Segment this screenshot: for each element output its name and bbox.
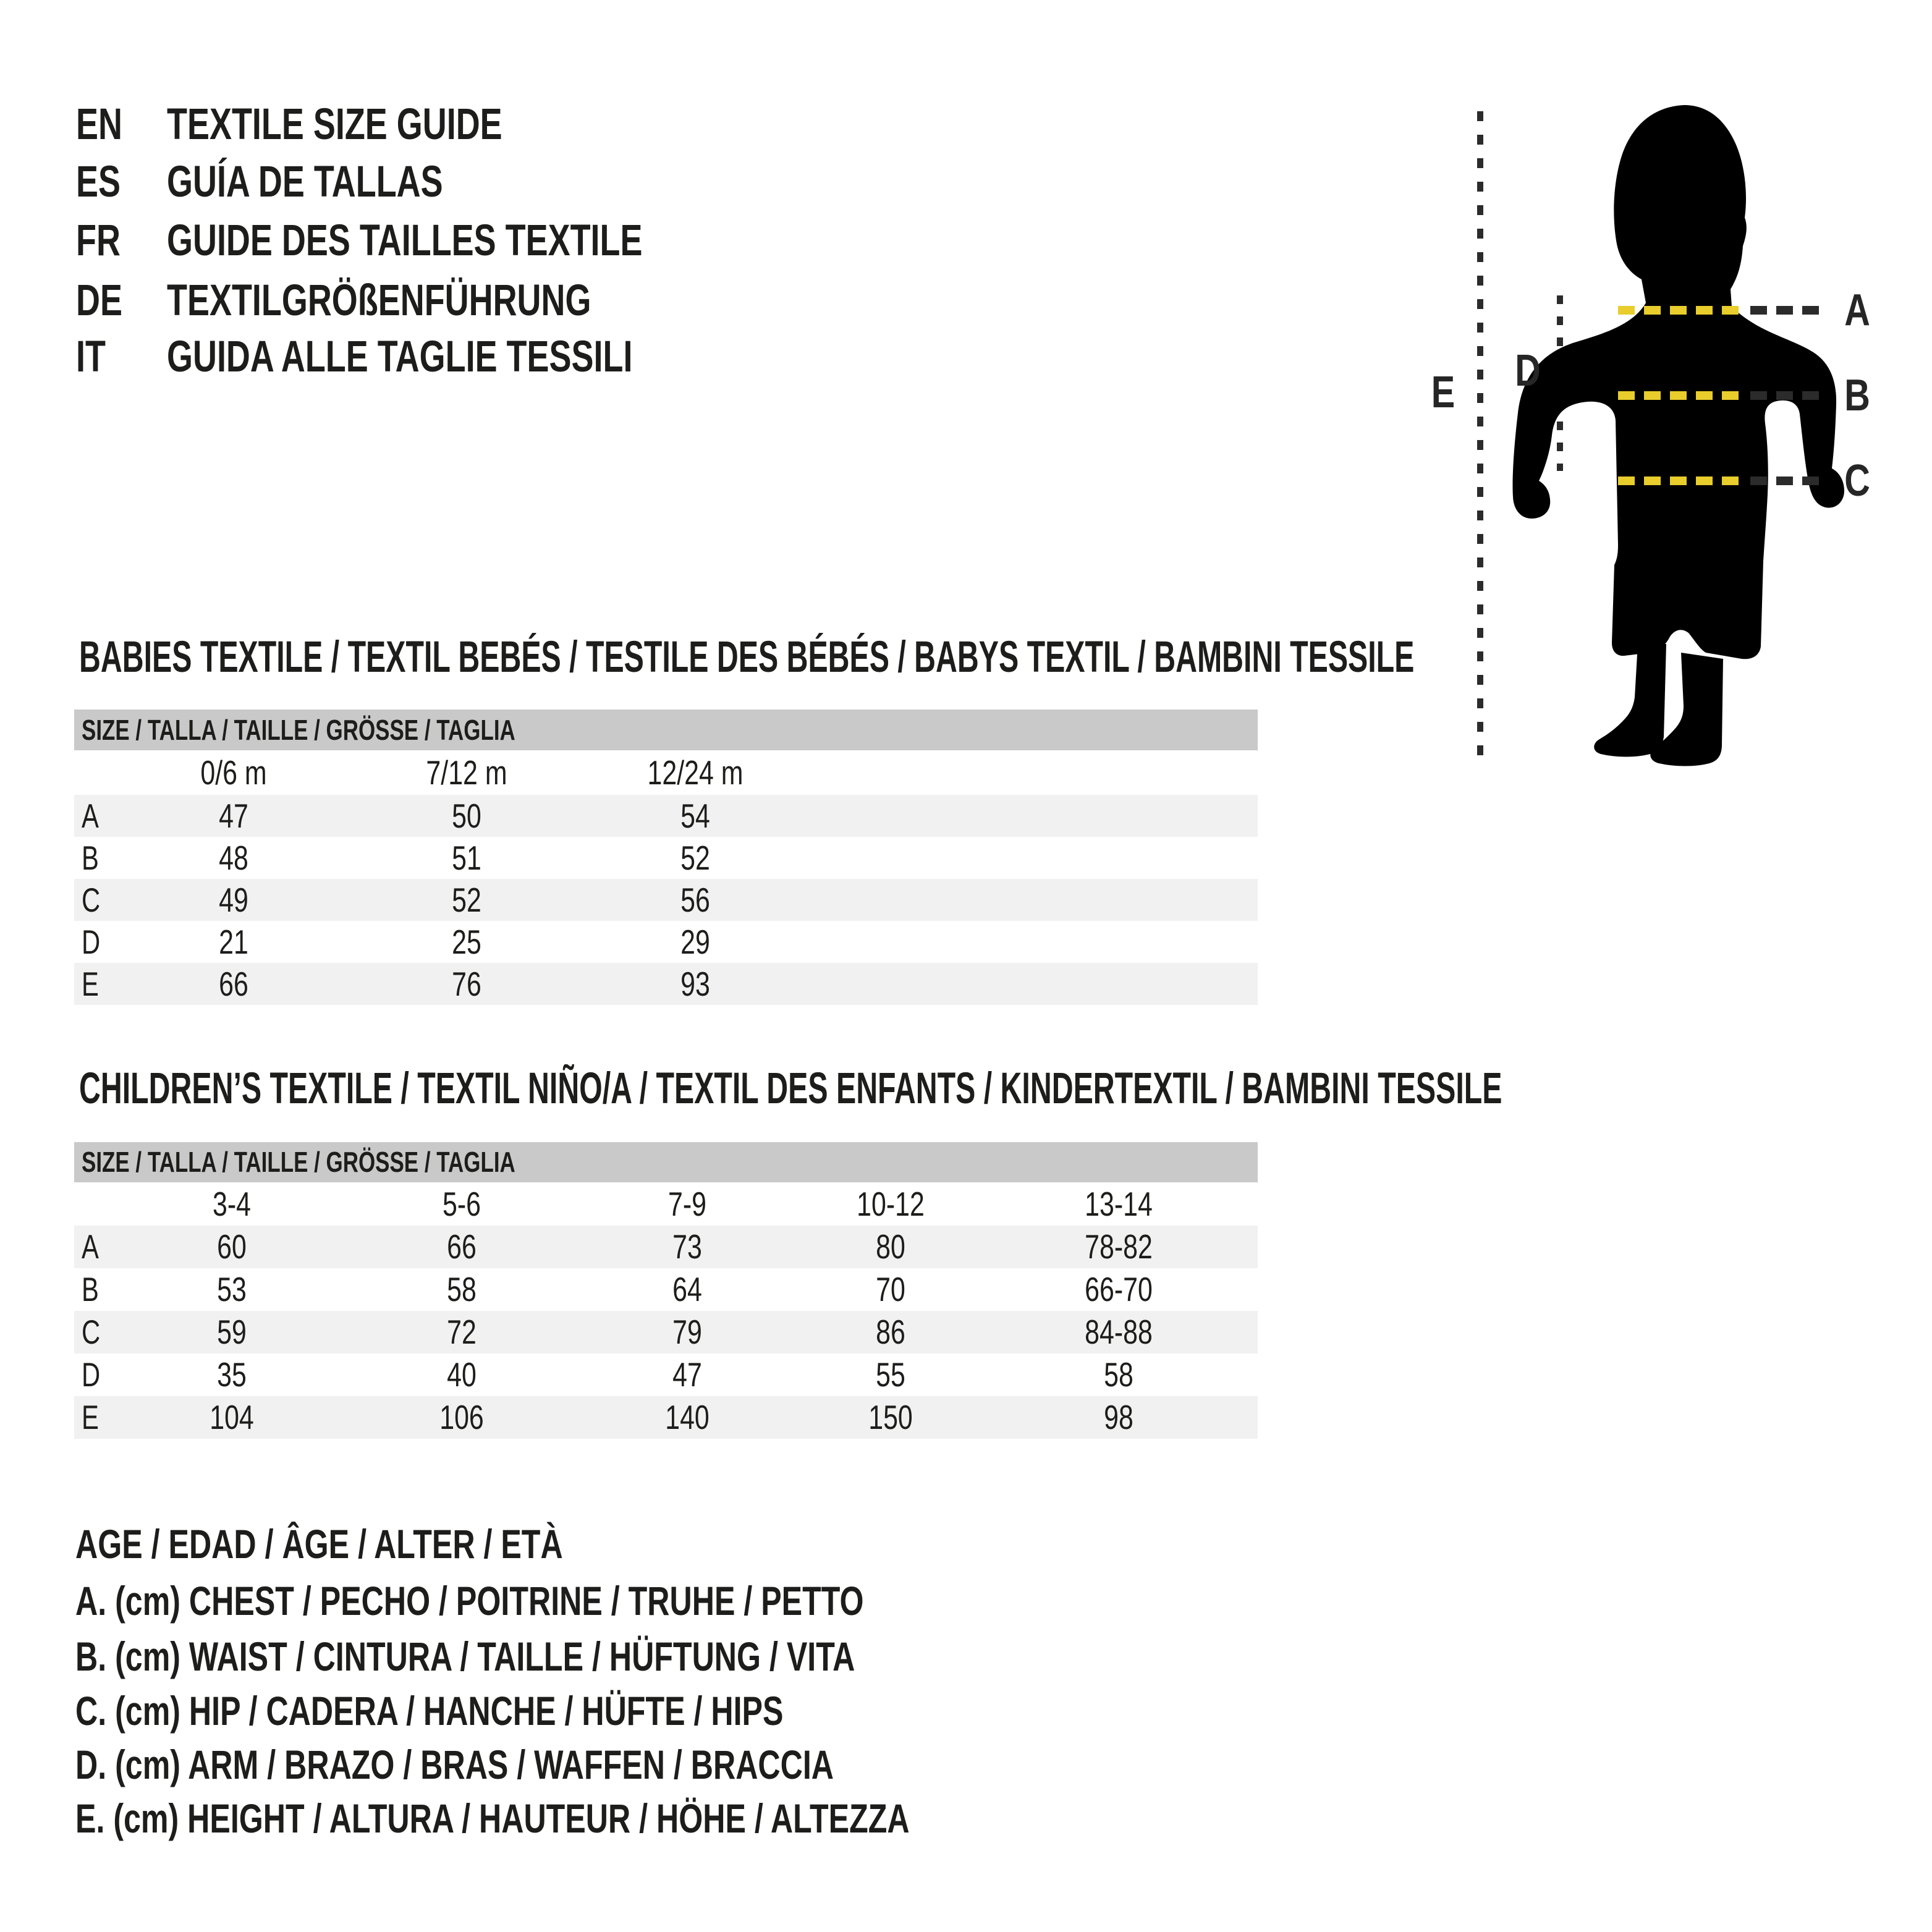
table-row bbox=[74, 837, 1258, 879]
babies-size-table bbox=[74, 710, 1258, 1005]
language-row-es bbox=[0, 160, 1360, 205]
legend-chest: A. (cm) CHEST / PECHO / POITRINE / TRUHE / PETTO bbox=[75, 1578, 864, 1624]
cell-value: 52 bbox=[680, 839, 710, 877]
cell-value: 66 bbox=[219, 965, 248, 1003]
legend-age: AGE / EDAD / ÂGE / ALTER / ETÀ bbox=[75, 1521, 563, 1567]
children-col-header: 5-6 bbox=[442, 1185, 481, 1223]
children-size-header-label: SIZE / TALLA / TAILLE / GRÖSSE / TAGLIA bbox=[82, 1146, 515, 1178]
table-row bbox=[74, 921, 1258, 963]
cell-value: 51 bbox=[452, 839, 481, 877]
cell-value: 93 bbox=[680, 965, 710, 1003]
table-row bbox=[74, 1226, 1258, 1268]
children-size-table bbox=[74, 1142, 1258, 1439]
measure-label-d: D bbox=[1515, 346, 1541, 396]
cell-value: 58 bbox=[447, 1270, 477, 1308]
cell-value: 35 bbox=[217, 1355, 247, 1394]
cell-value: 64 bbox=[672, 1270, 702, 1308]
children-section-heading: CHILDREN’S TEXTILE / TEXTIL NIÑO/A / TEXTIL DES ENFANTS / KINDERTEXTIL / BAMBINI TESSILE bbox=[79, 1064, 1502, 1113]
language-code-es: ES bbox=[76, 158, 121, 206]
row-label: B bbox=[82, 839, 99, 877]
cell-value: 60 bbox=[217, 1227, 247, 1266]
cell-value: 70 bbox=[876, 1270, 905, 1308]
cell-value: 47 bbox=[672, 1355, 702, 1394]
children-col-header: 10-12 bbox=[857, 1185, 925, 1223]
cell-value: 53 bbox=[217, 1270, 247, 1308]
row-label: E bbox=[82, 1398, 99, 1436]
table-row bbox=[74, 1396, 1258, 1439]
table-row bbox=[74, 963, 1258, 1005]
legend-hip: C. (cm) HIP / CADERA / HANCHE / HÜFTE / HIPS bbox=[75, 1688, 784, 1734]
row-label: A bbox=[82, 1227, 99, 1266]
cell-value: 84-88 bbox=[1085, 1313, 1153, 1351]
language-code-it: IT bbox=[76, 333, 106, 381]
cell-value: 29 bbox=[680, 923, 710, 961]
row-label: D bbox=[82, 923, 101, 961]
cell-value: 47 bbox=[219, 797, 248, 835]
children-col-header: 7-9 bbox=[667, 1185, 707, 1223]
cell-value: 50 bbox=[452, 797, 481, 835]
table-row bbox=[74, 795, 1258, 837]
cell-value: 49 bbox=[219, 881, 248, 919]
measure-label-e: E bbox=[1431, 368, 1455, 417]
children-col-header: 3-4 bbox=[212, 1185, 252, 1223]
cell-value: 78-82 bbox=[1085, 1227, 1153, 1266]
cell-value: 56 bbox=[680, 881, 710, 919]
cell-value: 55 bbox=[876, 1355, 905, 1394]
babies-size-header-label: SIZE / TALLA / TAILLE / GRÖSSE / TAGLIA bbox=[82, 714, 515, 746]
cell-value: 72 bbox=[447, 1313, 477, 1351]
table-row bbox=[74, 1268, 1258, 1311]
table-row bbox=[74, 879, 1258, 921]
legend-waist: B. (cm) WAIST / CINTURA / TAILLE / HÜFTUNG / VITA bbox=[75, 1633, 855, 1679]
babies-col-header: 7/12 m bbox=[426, 753, 507, 792]
row-label: E bbox=[82, 965, 99, 1003]
cell-value: 40 bbox=[447, 1355, 477, 1394]
cell-value: 54 bbox=[680, 797, 710, 835]
legend-height: E. (cm) HEIGHT / ALTURA / HAUTEUR / HÖHE / ALTEZZA bbox=[75, 1795, 910, 1841]
children-size-header-bar bbox=[74, 1142, 1258, 1182]
language-title-es: GUÍA DE TALLAS bbox=[167, 158, 443, 206]
legend-arm: D. (cm) ARM / BRAZO / BRAS / WAFFEN / BRACCIA bbox=[75, 1742, 834, 1787]
babies-col-header: 0/6 m bbox=[200, 753, 267, 792]
cell-value: 25 bbox=[452, 923, 481, 961]
cell-value: 150 bbox=[868, 1398, 913, 1436]
measure-label-a: A bbox=[1844, 286, 1870, 335]
language-title-en: TEXTILE SIZE GUIDE bbox=[167, 100, 502, 149]
cell-value: 66-70 bbox=[1085, 1270, 1153, 1308]
cell-value: 140 bbox=[665, 1398, 710, 1436]
cell-value: 106 bbox=[439, 1398, 484, 1436]
cell-value: 59 bbox=[217, 1313, 247, 1351]
language-code-fr: FR bbox=[76, 216, 121, 265]
language-row-it bbox=[0, 335, 1360, 379]
row-label: B bbox=[82, 1270, 99, 1308]
language-row-en bbox=[0, 100, 1360, 149]
language-title-it: GUIDA ALLE TAGLIE TESSILI bbox=[167, 333, 633, 381]
row-label: A bbox=[82, 797, 99, 835]
language-title-de: TEXTILGRÖßENFÜHRUNG bbox=[167, 276, 591, 325]
measure-label-c: C bbox=[1844, 456, 1870, 506]
children-col-header: 13-14 bbox=[1085, 1185, 1153, 1223]
cell-value: 52 bbox=[452, 881, 481, 919]
cell-value: 76 bbox=[452, 965, 481, 1003]
row-label: C bbox=[82, 1313, 101, 1351]
table-row bbox=[74, 1354, 1258, 1396]
babies-col-header: 12/24 m bbox=[647, 753, 744, 792]
measure-label-b: B bbox=[1844, 371, 1870, 420]
language-code-de: DE bbox=[76, 276, 122, 325]
cell-value: 21 bbox=[219, 923, 248, 961]
cell-value: 48 bbox=[219, 839, 248, 877]
cell-value: 104 bbox=[210, 1398, 254, 1436]
babies-column-headers bbox=[74, 750, 1258, 795]
language-code-en: EN bbox=[76, 100, 122, 149]
cell-value: 98 bbox=[1104, 1398, 1133, 1436]
children-column-headers bbox=[74, 1182, 1258, 1226]
language-row-de bbox=[0, 276, 1360, 325]
table-row bbox=[74, 1311, 1258, 1354]
cell-value: 80 bbox=[876, 1227, 905, 1266]
language-title-fr: GUIDE DES TAILLES TEXTILE bbox=[167, 216, 643, 265]
language-row-fr bbox=[0, 216, 1360, 265]
cell-value: 66 bbox=[447, 1227, 477, 1266]
cell-value: 58 bbox=[1104, 1355, 1133, 1394]
row-label: D bbox=[82, 1355, 101, 1394]
cell-value: 86 bbox=[876, 1313, 905, 1351]
row-label: C bbox=[82, 881, 101, 919]
babies-size-header-bar bbox=[74, 710, 1258, 750]
babies-section-heading: BABIES TEXTILE / TEXTIL BEBÉS / TESTILE DES BÉBÉS / BABYS TEXTIL / BAMBINI TESSILE bbox=[79, 633, 1415, 682]
cell-value: 79 bbox=[672, 1313, 702, 1351]
cell-value: 73 bbox=[672, 1227, 702, 1266]
